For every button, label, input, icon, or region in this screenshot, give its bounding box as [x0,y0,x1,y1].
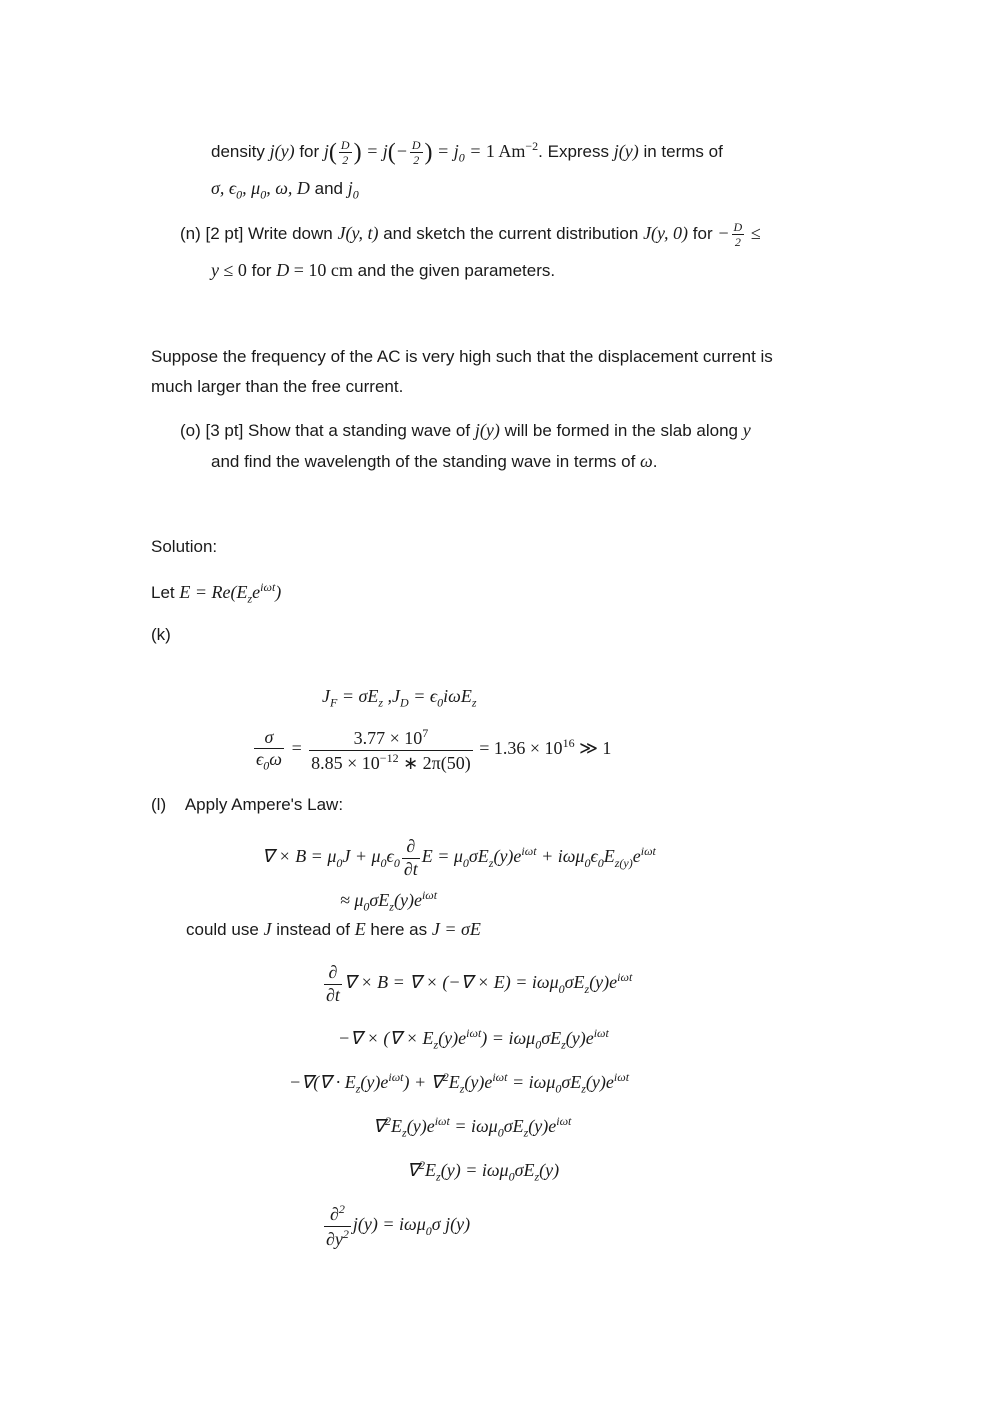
ratio-result [479,738,611,758]
let-line [151,580,281,606]
paragraph-line-1: Suppose the frequency of the AC is very high such that the displacement current is [151,347,773,366]
text-fragment: and find the wavelength of the standing wave in terms of [211,452,641,471]
math-j-y: j(y) [613,141,639,162]
math-boundary-condition: j( $\frac{D}{2}$ ) = j(− $\frac{D}{2}$ ) = $j_0 = 1$ $Am^{-2}$ [323,138,539,168]
question-n-line-2 [211,260,555,282]
math-J-sigma-E: J = σE [431,919,481,939]
paragraph-line-2: much larger than the free current. [151,377,404,396]
text-fragment: Let [151,583,180,602]
text-fragment: will be formed in the slab along [504,421,743,440]
math-E: E [354,919,366,939]
part-l [151,795,343,815]
math-J: J [263,919,272,939]
math-omega: ω [640,451,653,471]
question-o [180,420,751,442]
text-fragment: (o) [3 pt] Show that a standing wave of [180,421,475,440]
text-fragment: instead of [276,920,355,939]
math-D-10cm: D = 10 cm [276,260,353,280]
equation-approx: ≈ $\mu_0\sigma E_z(y)e^{i\omega t}$ [340,888,438,914]
math-j-y: j(y) [474,420,500,440]
equation-grad-div: −∇(∇ · $E_z(y)e^{i\omega t}) + \nabla^2E_z(y)e^{i\omega t} = i\omega\mu_0\sigma E_z(y)e^{i\omega t}$ [289,1070,630,1096]
equation-laplacian-t: $\nabla^2E_z(y)e^{i\omega t} = i\omega\mu_0\sigma E_z(y)e^{i\omega t}$ [373,1114,572,1140]
math-y-le-0: y ≤ 0 [211,260,247,280]
ratio-lhs: $\frac{\sigma}{\epsilon_0\omega}$ [256,726,282,773]
text-fragment: and [314,179,348,198]
equation-diffusion: $\frac{\partial^2}{\partial y^2}$ j(y) = iωμ$_0$σ j(y) [326,1202,471,1249]
part-k-label: (k) [151,625,171,644]
text-fragment: in terms of [643,142,723,162]
question-n [180,220,761,250]
num-text: 3.77 × 10 [353,728,423,748]
question-m-line-2 [211,178,359,202]
question-m-line [211,138,723,168]
equation-curl-t: $\frac{\partial}{\partial t}$ ∇ × B = ∇ × (−∇ × $E) = i\omega\mu_0\sigma E_z(y)e^{i\omega t}$ [326,962,633,1005]
text-fragment: Apply Ampere's Law: [184,795,344,814]
math-j0: $j_0$ [347,178,359,202]
result-text: = 1.36 × 10 [479,738,563,759]
math-j-y: j(y) [269,141,295,162]
math-J-y-t: J(y, t) [337,223,379,244]
text-fragment: . [652,452,658,471]
math-neg-D2: − $\frac{D}{2}$ ≤ [717,220,761,250]
math-J-y-0: J(y, 0) [643,223,689,244]
text-fragment: and sketch the current distribution [383,224,644,244]
text-fragment: and the given parameters. [357,261,556,280]
math-E-def: $E = Re(E_ze^{i\omega t})$ [179,580,282,606]
num-exp: 7 [422,726,429,740]
equation-currents: $J_F = \sigma E_z$ $,J_D = \epsilon_0i\omega E_z$ [322,686,477,710]
text-fragment: . Express [538,142,614,162]
math-variables: σ, $\epsilon_0$, $\mu_0$, ω, D [211,178,310,202]
text-fragment: for [692,224,718,244]
den-tail: ∗ 2π(50) [398,752,471,773]
text-fragment: here as [370,920,432,939]
math-y: y [742,420,751,440]
equation-laplacian: $\nabla^2E_z(y) = i\omega\mu_0\sigma E_z(y)$ [407,1158,560,1184]
text-fragment: for [299,142,324,162]
could-use-line [186,919,481,941]
solution-title: Solution: [151,537,218,556]
den-text: 8.85 × 10 [311,752,380,773]
ratio-fraction [309,726,473,774]
den-exp: −12 [379,750,399,765]
result-exp: 16 [562,736,575,751]
text-fragment: for [251,261,277,280]
text-fragment: (l) [151,795,167,814]
text-fragment: (n) [2 pt] Write down [180,224,338,244]
equation-ratio: $\frac{\sigma}{\epsilon_0\omega}$ = $\frac{3.77 \times 10^7}{8.85 \times 10^{-12} ∗ 2\pi(50)}$ = $1.36 \times 10^{16}$ ≫ 1 [256,726,612,773]
equation-curl-curl: −∇ × (∇ × $E_z(y)e^{i\omega t}) = i\omega\mu_0\sigma E_z(y)e^{i\omega t}$ [338,1026,609,1052]
question-o-line-2 [211,451,658,473]
equation-ampere: ∇ × $B = \mu_0J + \mu_0\epsilon_0$ $\frac{\partial}{\partial t}$ $E = \mu_0\sigma E_z(y)e^{i\omega t} + i\omega\mu_0\epsilon_0E_{z(y)}e^{i\omega t}$ [262,836,656,879]
result-tail: ≫ 1 [574,738,612,759]
text-fragment: could use [186,920,264,939]
text-fragment: density [211,142,270,162]
